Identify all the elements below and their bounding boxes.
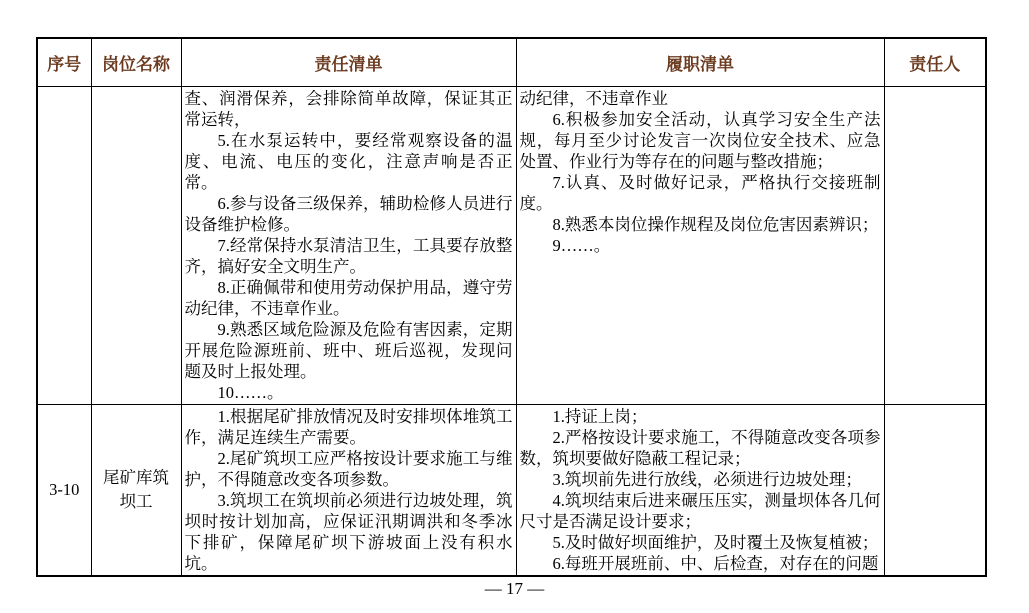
cell-position — [91, 86, 181, 404]
list-paragraph: 6.参与设备三级保养，辅助检修人员进行设备维护检修。 — [184, 193, 513, 234]
list-paragraph: 4.筑坝结束后进来碾压压实，测量坝体各几何尺寸是否满足设计要求； — [519, 490, 881, 531]
column-header-duty-list: 履职清单 — [516, 38, 884, 86]
table-row-continuation — [37, 86, 986, 404]
list-paragraph: 1.根据尾矿排放情况及时安排坝体堆筑工作，满足连续生产需要。 — [184, 406, 513, 447]
list-paragraph: 3.筑坝前先进行放线，必须进行边坡处理； — [552, 469, 862, 489]
cell-responsibility-list — [181, 86, 516, 404]
cell-position — [91, 404, 181, 576]
column-header-position: 岗位名称 — [91, 38, 181, 86]
list-paragraph: 5.及时做好坝面维护，及时覆土及恢复植被； — [552, 532, 879, 552]
cell-responsible-person — [884, 404, 986, 576]
column-header-serial: 序号 — [37, 38, 91, 86]
cell-serial — [37, 404, 91, 576]
list-paragraph: 2.严格按设计要求施工，不得随意改变各项参数，筑坝要做好隐蔽工程记录； — [519, 427, 881, 468]
list-paragraph: 8.熟悉本岗位操作规程及岗位危害因素辨识； — [552, 214, 879, 234]
header-row — [37, 38, 986, 86]
column-header-responsibility-list: 责任清单 — [181, 38, 516, 86]
list-paragraph: 6.每班开展班前、中、后检查，对存在的问题 — [552, 553, 879, 573]
list-paragraph: 6.积极参加安全活动，认真学习安全生产法规，每月至少讨论发言一次岗位安全技术、应急处置、作业行为等存在的问题与整改措施； — [519, 109, 881, 171]
cell-responsibility-list — [181, 404, 516, 576]
responsibility-table — [36, 37, 987, 577]
list-paragraph: 动纪律，不违章作业 — [519, 88, 668, 108]
list-paragraph: 9.熟悉区域危险源及危险有害因素，定期开展危险源班前、班中、班后巡视，发现问题及时上报处理。 — [184, 319, 513, 381]
serial-number: 3-10 — [49, 479, 80, 499]
list-paragraph: 9……。 — [552, 235, 611, 255]
list-paragraph: 7.认真、及时做好记录，严格执行交接班制度。 — [519, 172, 881, 213]
list-paragraph: 查、润滑保养，会排除简单故障，保证其正常运转， — [184, 88, 513, 129]
position-name: 尾矿库筑坝工 — [103, 467, 169, 511]
cell-serial — [37, 86, 91, 404]
column-header-responsible-person: 责任人 — [884, 38, 986, 86]
list-paragraph: 3.筑坝工在筑坝前必须进行边坡处理，筑坝时按计划加高，应保证汛期调洪和冬季冰下排矿，保障尾矿坝下游坡面上没有积水坑。 — [184, 490, 513, 573]
cell-duty-list — [516, 86, 884, 404]
list-paragraph: 1.持证上岗； — [552, 406, 648, 426]
cell-responsible-person — [884, 86, 986, 404]
list-paragraph: 8.正确佩带和使用劳动保护用品，遵守劳动纪律，不违章作业。 — [184, 277, 513, 318]
page-number: — 17 — — [484, 579, 545, 598]
list-paragraph: 5.在水泵运转中，要经常观察设备的温度、电流、电压的变化，注意声响是否正常。 — [184, 130, 513, 192]
list-paragraph: 10……。 — [217, 382, 284, 402]
list-paragraph: 7.经常保持水泵清洁卫生，工具要存放整齐，搞好安全文明生产。 — [184, 235, 513, 276]
list-paragraph: 2.尾矿筑坝工应严格按设计要求施工与维护，不得随意改变各项参数。 — [184, 448, 513, 489]
cell-duty-list — [516, 404, 884, 576]
table-row-3-10 — [37, 404, 986, 576]
